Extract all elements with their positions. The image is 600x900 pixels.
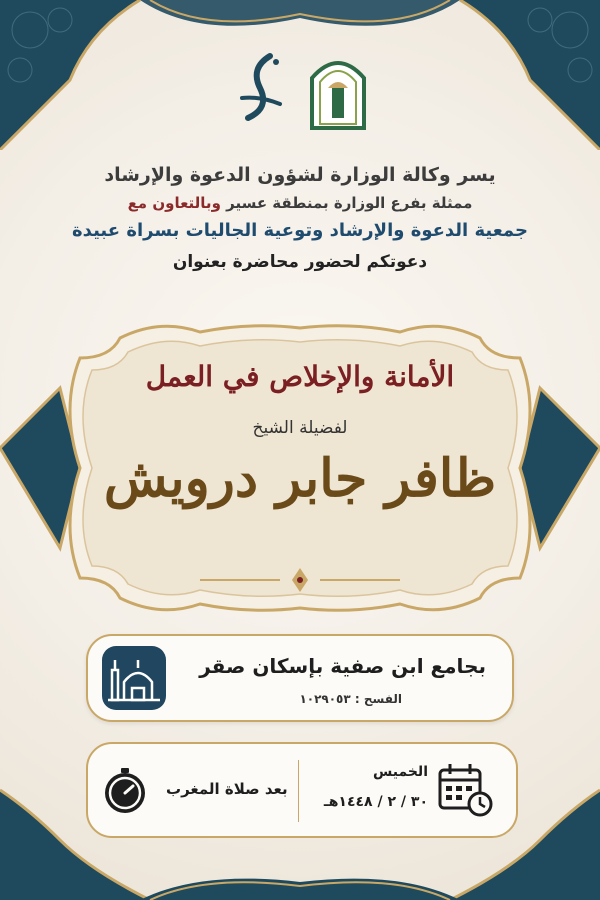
bottom-arch-ornament bbox=[0, 840, 600, 900]
clock-icon bbox=[100, 766, 150, 816]
intro-line-2-accent: وبالتعاون مع bbox=[127, 194, 221, 212]
venue-permit-number: الفسح : ١٠٢٩٠٥٣ bbox=[299, 692, 402, 706]
mosque-icon bbox=[102, 646, 166, 710]
mosque-icon-container bbox=[102, 646, 166, 710]
venue-name: بجامع ابن صفية بإسكان صقر bbox=[199, 654, 486, 678]
intro-line-2 bbox=[40, 190, 560, 216]
intro-line-4: دعوتكم لحضور محاضرة بعنوان bbox=[172, 252, 428, 272]
calendar-icon bbox=[436, 760, 494, 818]
logos-row bbox=[0, 48, 600, 132]
venue-card bbox=[86, 634, 514, 722]
lecture-title: الأمانة والإخلاص في العمل bbox=[145, 360, 455, 393]
event-time: بعد صلاة المغرب bbox=[166, 780, 288, 798]
schedule-divider bbox=[298, 760, 299, 822]
event-date: ٣٠ / ٢ / ١٤٤٨هـ bbox=[323, 794, 428, 810]
sheikh-label: لفضيلة الشيخ bbox=[252, 418, 348, 438]
divider-ornament bbox=[200, 566, 400, 594]
intro-line-3: جمعية الدعوة والإرشاد وتوعية الجاليات بسراة عبيدة bbox=[72, 220, 528, 241]
sheikh-name: ظافر جابر درويش bbox=[103, 448, 497, 509]
invitation-intro bbox=[40, 160, 560, 278]
ministry-logo bbox=[306, 48, 370, 132]
schedule-card bbox=[86, 742, 518, 838]
intro-line-1: يسر وكالة الوزارة لشؤون الدعوة والإرشاد bbox=[104, 164, 496, 186]
event-day: الخميس bbox=[372, 764, 428, 780]
association-calligraphy-logo bbox=[230, 48, 294, 132]
intro-line-2-main: ممثلة بفرع الوزارة بمنطقة عسير bbox=[226, 194, 473, 212]
